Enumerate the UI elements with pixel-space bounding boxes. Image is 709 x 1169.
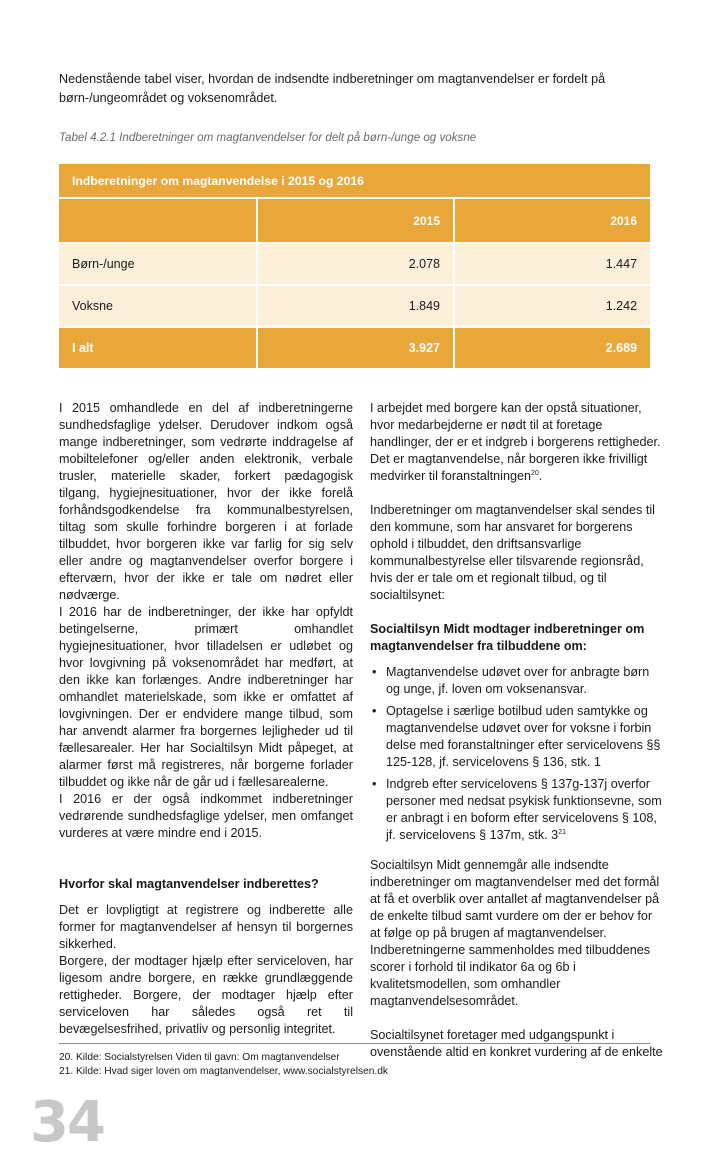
cell-2016: 1.447	[454, 243, 650, 285]
bullet-icon: •	[372, 777, 377, 791]
left-paragraph-4: Det er lovpligtigt at registrere og indberette alle former for magtanvendelser af hensyn til borgernes sikkerhed.	[59, 903, 353, 951]
row-label: Børn-/unge	[59, 243, 257, 285]
magtanvendelse-table	[59, 164, 650, 368]
bullet-text: Optagelse i særlige botilbud uden samtykke og magtanvendelse udøvet over for voksne i forbin delse med foranstaltninger efter servicelovens §§ 125-128, jf. servicelovens § 136, stk. 1	[386, 704, 661, 769]
right-column	[370, 400, 664, 1061]
footnote-ref-20: 20	[531, 469, 539, 477]
bullet-text: Indgreb efter servicelovens § 137g-137j overfor personer med nedsat psykisk funktionsevne, som er anbragt i en boform efter servicelovens § 108, jf. servicelovens § 137m, stk. 3	[386, 777, 662, 842]
right-paragraph-1-end: .	[538, 469, 543, 483]
table-caption: Tabel 4.2.1 Indberetninger om magtanvendelser for delt på børn-/unge og voksne	[59, 131, 477, 144]
right-heading: Socialtilsyn Midt modtager indberetninger om magtanvendelser fra tilbuddene om:	[370, 622, 645, 653]
page-number: 34	[30, 1090, 104, 1155]
list-item	[370, 703, 664, 771]
bullet-icon: •	[372, 704, 377, 718]
left-paragraph-5: Borgere, der modtager hjælp efter serviceloven, har ligesom andre borgere, en række grundlæggende rettigheder. Borgere, der modtager hjælp efter serviceloven har således også ret til bevægelsesfrihed, privatliv og personlig integritet.	[59, 954, 353, 1036]
footnotes	[59, 1051, 388, 1079]
bullet-icon: •	[372, 665, 377, 679]
right-paragraph-4: Socialtilsynet foretager med udgangspunkt i ovenstående altid en konkret vurdering af de enkelte	[370, 1028, 663, 1059]
footnote-ref-21: 21	[558, 828, 566, 836]
right-paragraph-3: Socialtilsyn Midt gennemgår alle indsendte indberetninger om magtanvendelser med det formål at få et overblik over antallet af magtanvendelser på de enkelte tilbud samt vurdere om der er behov for at følge op på brugen af magtanvendelser. Indberetningerne sammenholdes med tilbuddenes scorer i forhold til indikator 6a og 6b i kvalitetsmodellen, som omhandler magtanvendelsesområdet.	[370, 858, 660, 1008]
left-paragraph-3: I 2016 er der også indkommet indberetninger vedrørende sundhedsfaglige ydelser, men omfanget vurderes at være mindre end i 2015.	[59, 792, 353, 840]
left-paragraph-1: I 2015 omhandlede en del af indberetningerne sundhedsfaglige ydelser. Derudover indkom også mange indberetninger, som vedrørte inddragelse af mobiltelefoner og/eller anden elektronik, verbale trusler, materielle skader, forkert pædagogisk tilgang, hygiejnesituationer, hvor der ikke forelå forhåndsgodkendelse fra kommunalbestyrelsen, tiltag som skulle forhindre borgeren i at forlade tilbuddet, hvor borgeren ikke var farlig for sig selv eller andre og magtanvendelser overfor borgere i efterværn, hvor der ikke er tale om nødret eller nødværge.	[59, 401, 353, 602]
header-2016: 2016	[454, 198, 650, 243]
list-item	[370, 664, 664, 698]
footnote-divider	[59, 1043, 650, 1044]
cell-2015: 1.849	[257, 285, 454, 327]
row-label: Voksne	[59, 285, 257, 327]
bullet-list	[370, 664, 664, 844]
table-title-row	[59, 164, 650, 198]
table-title: Indberetninger om magtanvendelse i 2015 og 2016	[59, 164, 650, 198]
right-paragraph-2: Indberetninger om magtanvendelser skal sendes til den kommune, som har ansvaret for borgerens ophold i tilbuddet, den driftsansvarlige kommunalbestyrelse eller tilsvarende regionsråd, hvis der er tale om et regionalt tilbud, og til socialtilsynet:	[370, 503, 655, 602]
cell-2016: 1.242	[454, 285, 650, 327]
table-row	[59, 243, 650, 285]
table-row	[59, 285, 650, 327]
intro-paragraph: Nedenstående tabel viser, hvordan de indsendte indberetninger om magtanvendelser er fordelt på børn-/ungeområdet og voksenområdet.	[59, 72, 606, 105]
right-paragraph-1-text: I arbejdet med borgere kan der opstå situationer, hvor medarbejderne er nødt til at foretage handlinger, der er et indgreb i borgerens rettigheder. Det er magtanvendelse, når borgeren ikke frivilligt medvirker til foranstaltningen	[370, 401, 661, 483]
left-paragraph-2: I 2016 har de indberetninger, der ikke har opfyldt betingelserne, primært omhandlet hygiejnesituationer, hvor tilladelsen er udløbet og hvor lovgivning på voksenområdet har medført, at den ikke kan forlænges. Andre indberetninger har omhandlet materielskade, som ikke er omfattet af lovgivningen. Der er endvidere mange tilbud, som har anvendt alarmer fra borgernes lejligheder ud til fællesarealer. Her har Socialtilsyn Midt påpeget, at alarmer først må registreres, når borgerne forlader tilbuddet og ikke når de går ud i fællesarealerne.	[59, 605, 353, 789]
total-2015: 3.927	[257, 327, 454, 368]
cell-2015: 2.078	[257, 243, 454, 285]
total-2016: 2.689	[454, 327, 650, 368]
left-column	[59, 400, 353, 1038]
right-paragraph-1	[370, 400, 664, 485]
total-label: I alt	[59, 327, 257, 368]
footnote-21: 21. Kilde: Hvad siger loven om magtanvendelser, www.socialstyrelsen.dk	[59, 1066, 388, 1077]
table-header-row	[59, 198, 650, 243]
left-heading: Hvorfor skal magtanvendelser indberettes?	[59, 877, 319, 891]
footnote-20: 20. Kilde: Socialstyrelsen Viden til gavn: Om magtanvendelser	[59, 1052, 340, 1063]
header-empty	[59, 198, 257, 243]
list-item	[370, 776, 664, 844]
header-2015: 2015	[257, 198, 454, 243]
table-total-row	[59, 327, 650, 368]
bullet-text: Magtanvendelse udøvet over for anbragte børn og unge, jf. loven om voksenansvar.	[386, 665, 650, 696]
